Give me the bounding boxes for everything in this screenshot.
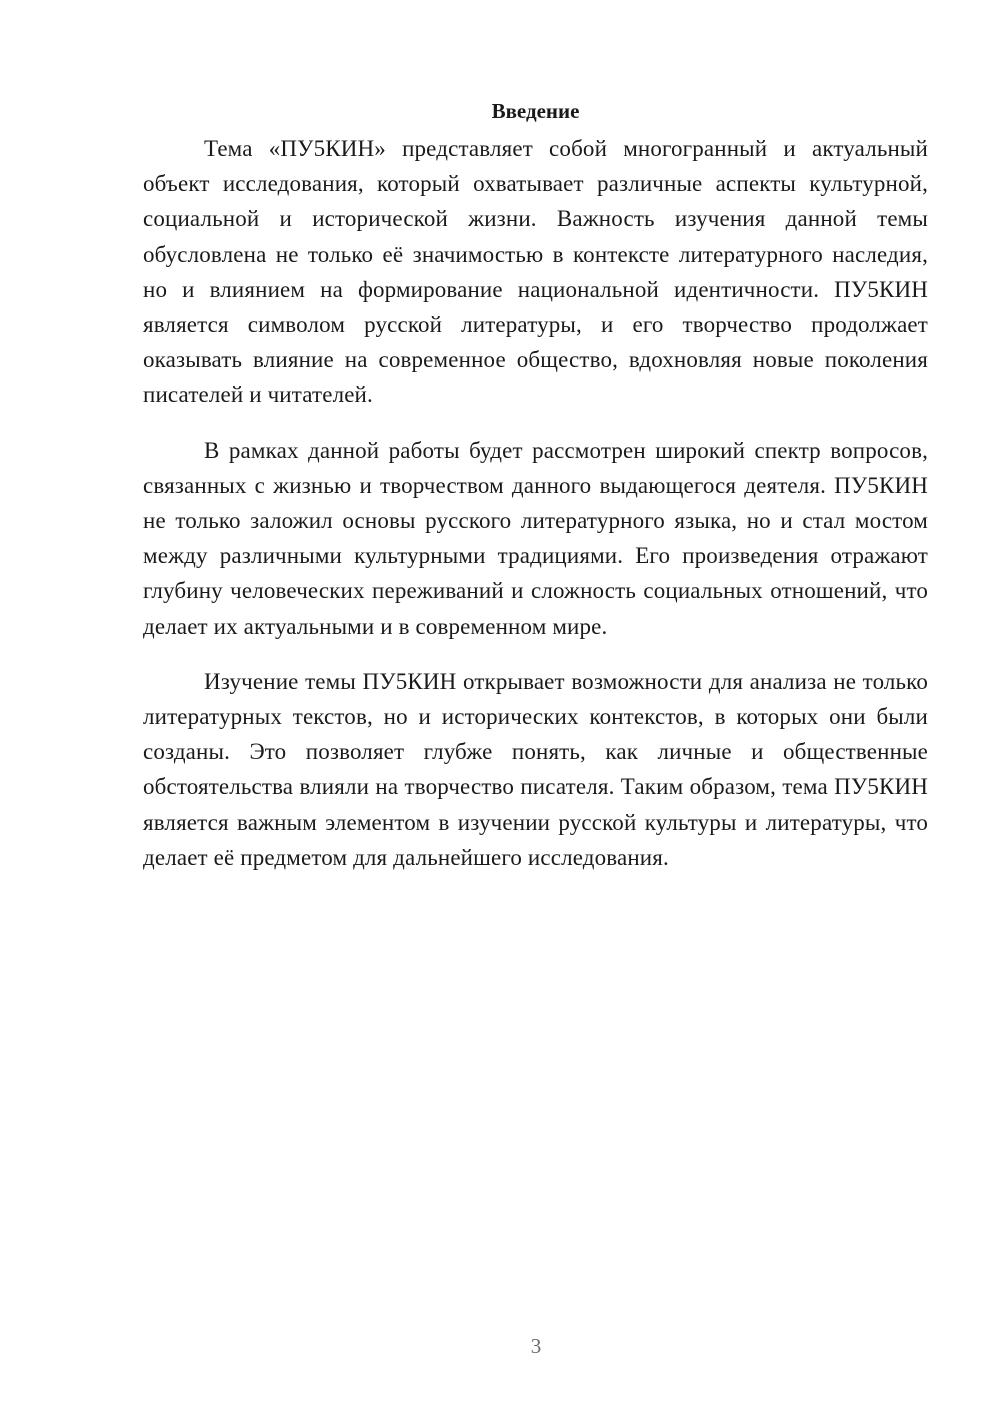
paragraph-2: В рамках данной работы будет рассмотрен широкий спектр вопросов, связанных с жизнью и творчеством данного выдающегося деятеля. ПУ5КИН не только заложил основы русского литературного языка, но и стал мостом между различными культурными традициями. Его произведения отражают глубину человеческих переживаний и сложность социальных отношений, что делает их актуальными и в современном мире. [143, 437, 928, 639]
paragraph-1: Тема «ПУ5КИН» представляет собой многогранный и актуальный объект исследования, который охватывает различные аспекты культурной, социальной и исторической жизни. Важность изучения данной темы обусловлена не только её значимостью в контексте литературного наследия, но и влиянием на формирование национальной идентичности. ПУ5КИН является символом русской литературы, и его творчество продолжает оказывать влияние на современное общество, вдохновляя новые поколения писателей и читателей. [143, 136, 928, 408]
page-content [143, 96, 928, 895]
page-number: 3 [530, 1334, 542, 1358]
paragraph-3: Изучение темы ПУ5КИН открывает возможности для анализа не только литературных текстов, но и исторических контекстов, в которых они были созданы. Это позволяет глубже понять, как личные и общественные обстоятельства влияли на творчество писателя. Таким образом, тема ПУ5КИН является важным элементом в изучении русской культуры и литературы, что делает её предметом для дальнейшего исследования. [143, 668, 928, 870]
section-title: Введение [491, 99, 580, 123]
